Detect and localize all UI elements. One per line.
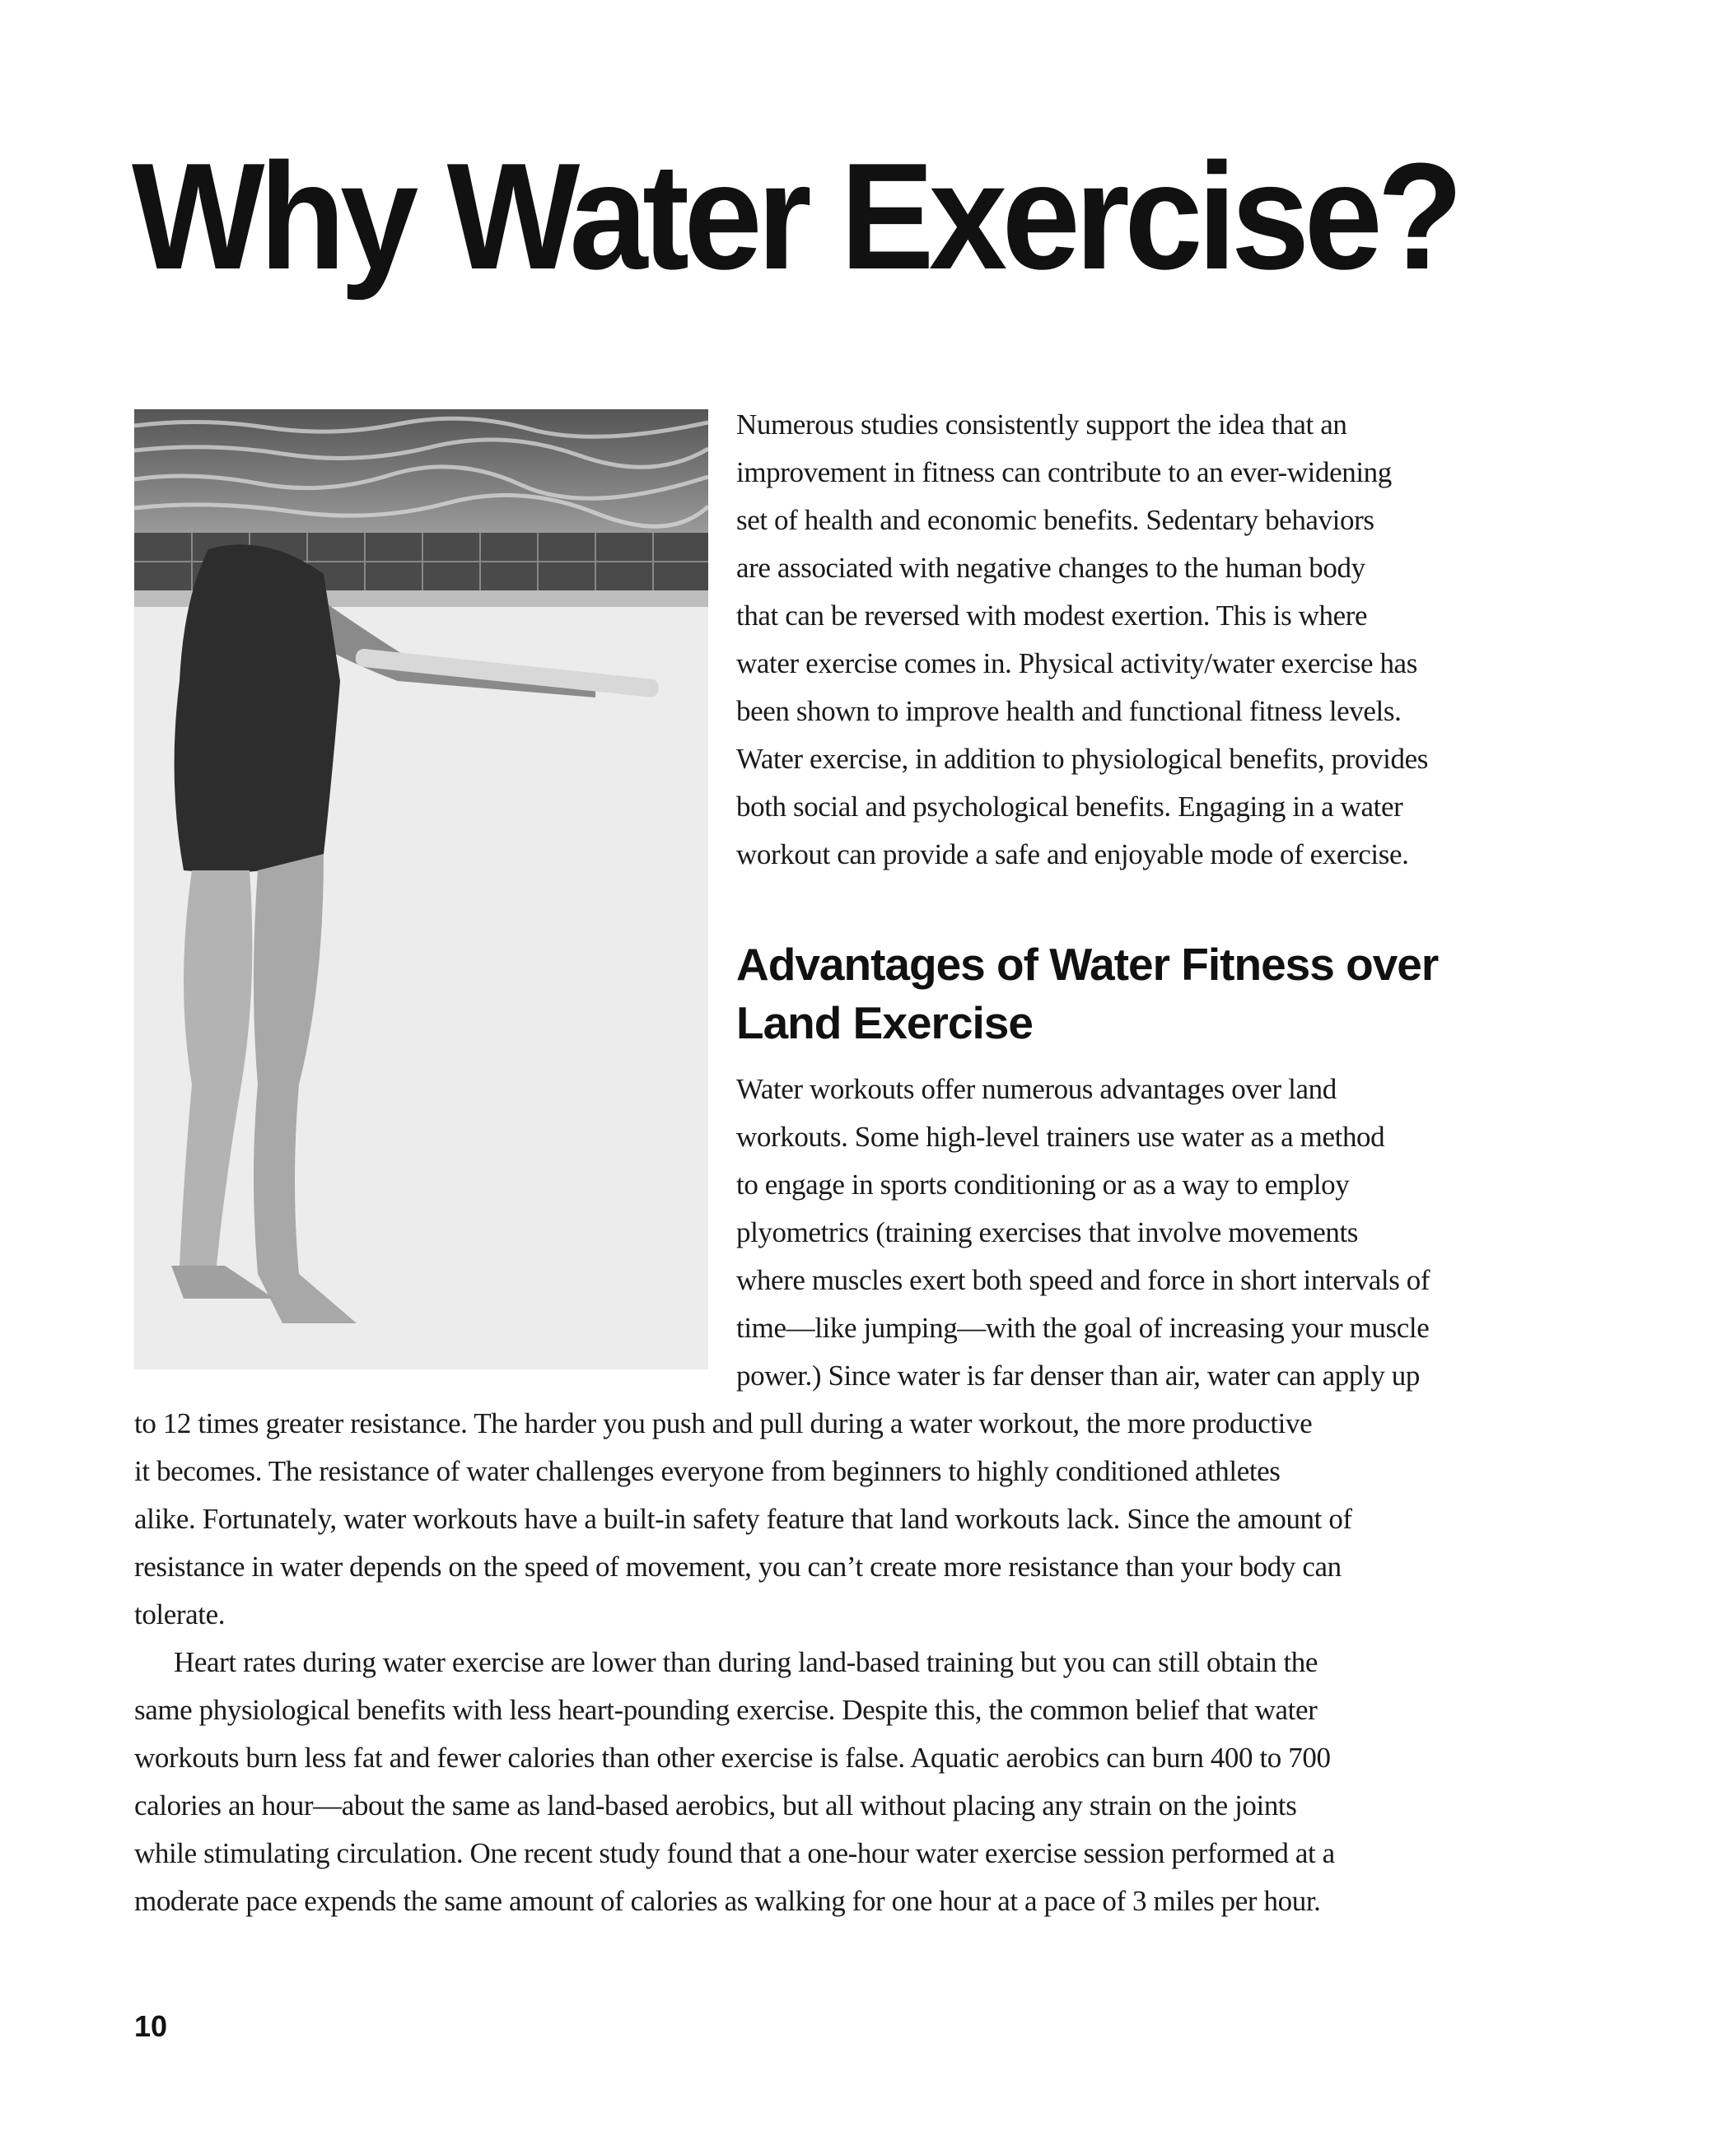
text-line: alike. Fortunately, water workouts have a built-in safety feature that land workouts lack. Since the amount of [134, 1503, 1352, 1535]
text-line: improvement in fitness can contribute to an ever-widening [736, 456, 1392, 488]
text-line: both social and psychological benefits. Engaging in a water [736, 791, 1403, 823]
advantages-paragraph [134, 1066, 1430, 1925]
section-heading [736, 935, 1438, 1052]
text-line: set of health and economic benefits. Sedentary behaviors [736, 504, 1374, 536]
text-line: while stimulating circulation. One recent study found that a one-hour water exercise session performed at a [134, 1837, 1335, 1869]
page-title: Why Water Exercise? [132, 131, 1458, 301]
section-heading-line: Land Exercise [736, 997, 1033, 1048]
text-line: to engage in sports conditioning or as a way to employ [736, 1168, 1350, 1201]
text-line: are associated with negative changes to the human body [736, 552, 1365, 584]
text-line: workouts. Some high-level trainers use water as a method [736, 1121, 1385, 1153]
page-number: 10 [134, 2009, 168, 2043]
text-line: resistance in water depends on the speed of movement, you can’t create more resistance than your body can [134, 1551, 1342, 1583]
text-line: water exercise comes in. Physical activity/water exercise has [736, 647, 1417, 679]
text-line: Heart rates during water exercise are lower than during land-based training but you can still obtain the [174, 1646, 1318, 1678]
text-line: time—like jumping—with the goal of increasing your muscle [736, 1312, 1430, 1344]
text-line: where muscles exert both speed and force in short intervals of [736, 1264, 1430, 1296]
text-line: plyometrics (training exercises that involve movements [736, 1216, 1358, 1248]
text-line: power.) Since water is far denser than air, water can apply up [736, 1360, 1420, 1392]
text-line: workouts burn less fat and fewer calories than other exercise is false. Aquatic aerobics can burn 400 to 700 [134, 1742, 1331, 1774]
text-line: that can be reversed with modest exertion. This is where [736, 599, 1368, 632]
text-line: workout can provide a safe and enjoyable mode of exercise. [736, 838, 1409, 870]
text-line: it becomes. The resistance of water challenges everyone from beginners to highly conditioned athletes [134, 1455, 1281, 1487]
text-line: Numerous studies consistently support the idea that an [736, 408, 1347, 441]
text-line: Water workouts offer numerous advantages over land [736, 1073, 1337, 1105]
text-line: been shown to improve health and functional fitness levels. [736, 695, 1402, 727]
intro-paragraph [736, 401, 1428, 879]
text-line: tolerate. [134, 1598, 226, 1630]
text-line: calories an hour—about the same as land-based aerobics, but all without placing any strain on the joints [134, 1789, 1297, 1821]
section-heading-line: Advantages of Water Fitness over [736, 939, 1439, 990]
text-line: same physiological benefits with less heart-pounding exercise. Despite this, the common belief that water [134, 1694, 1318, 1726]
text-line: to 12 times greater resistance. The harder you push and pull during a water workout, the more productive [134, 1407, 1313, 1439]
text-line: Water exercise, in addition to physiological benefits, provides [736, 743, 1428, 775]
text-line: moderate pace expends the same amount of calories as walking for one hour at a pace of 3 miles per hour. [134, 1885, 1321, 1917]
